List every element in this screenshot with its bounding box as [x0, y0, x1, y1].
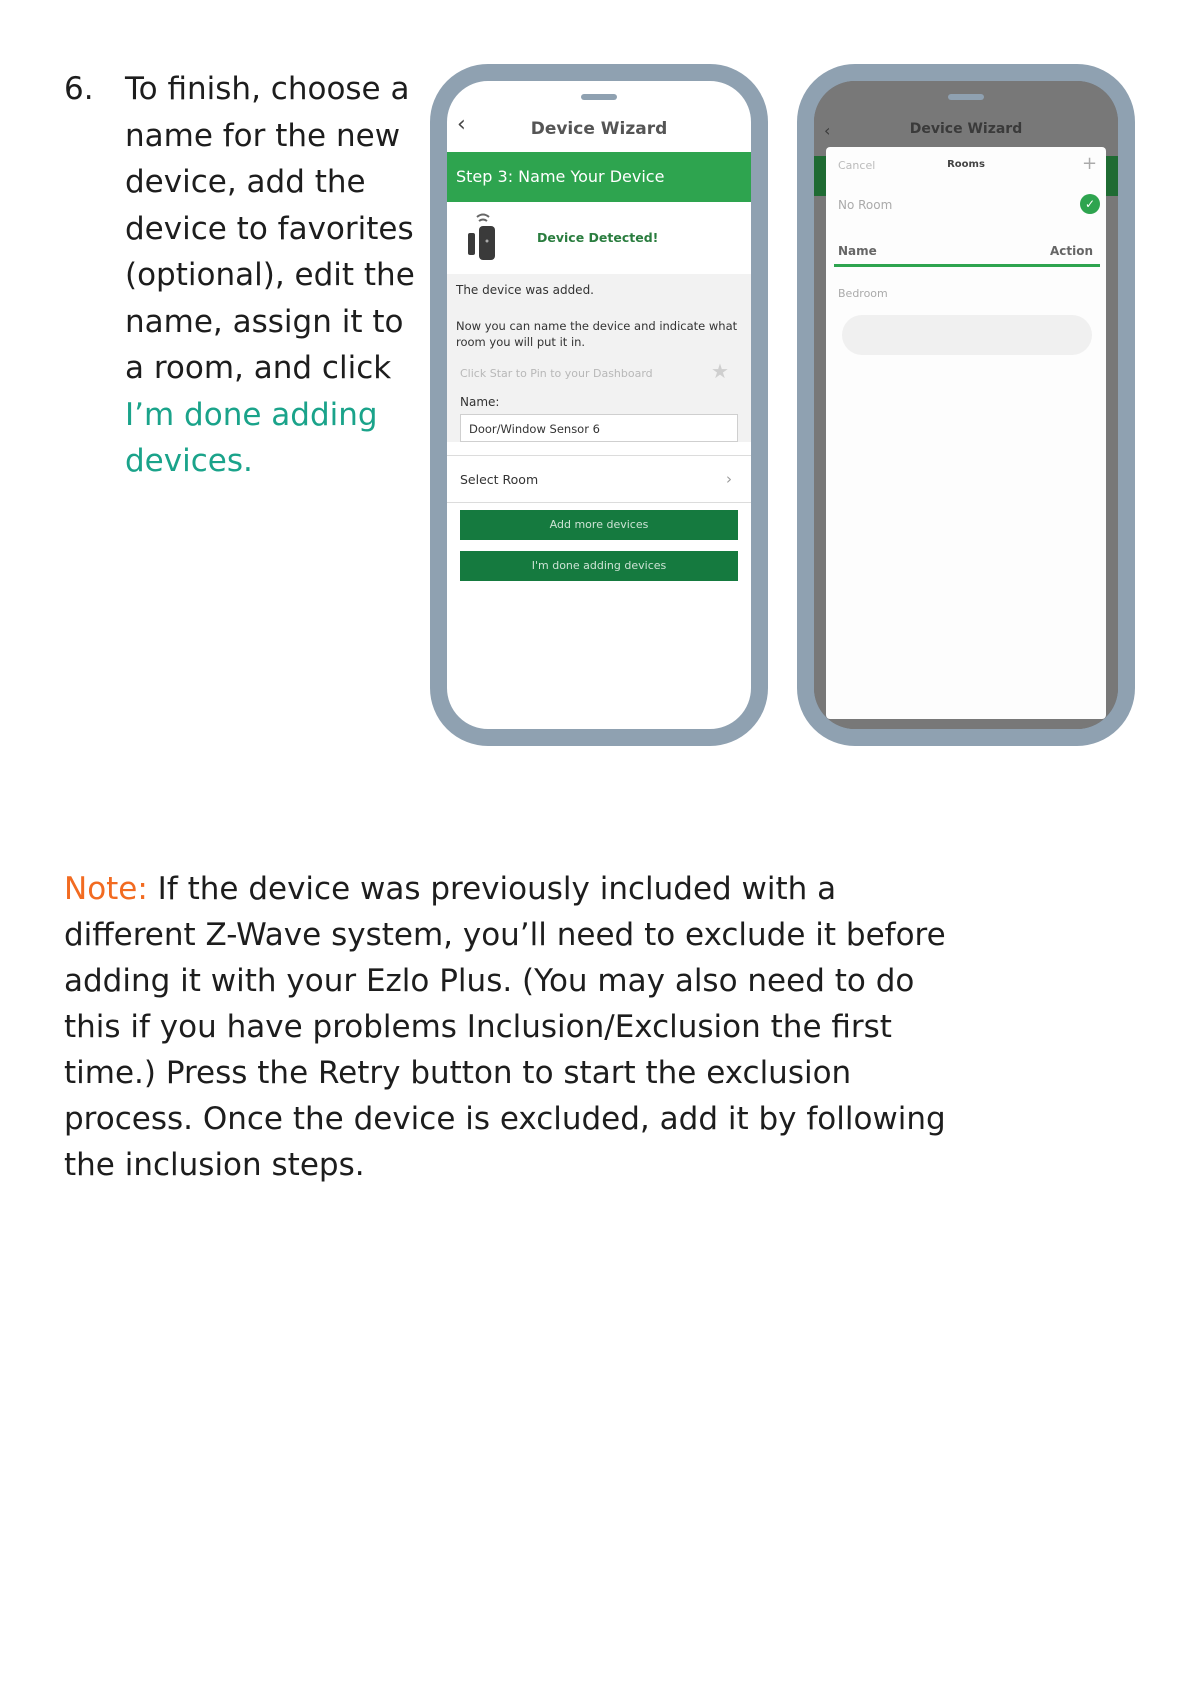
plus-icon[interactable]: + — [1082, 153, 1098, 174]
blurred-placeholder — [842, 315, 1092, 355]
app-header-title: Device Wizard — [530, 119, 668, 139]
rooms-title: Rooms — [947, 159, 985, 170]
no-room-option[interactable]: No Room — [838, 198, 893, 212]
step-text-block — [125, 66, 415, 485]
phone-screenshot-name-device — [430, 64, 768, 746]
step-text: To finish, choose a name for the new device, add the device to favorites (optional), edit the name, assign it to a room, and click — [125, 71, 415, 386]
app-header — [447, 101, 751, 139]
back-arrow-icon[interactable]: ‹ — [824, 121, 831, 140]
room-option[interactable]: Bedroom — [838, 287, 888, 300]
name-label: Name: — [460, 395, 500, 409]
note-paragraph — [64, 866, 964, 1188]
door-sensor-icon — [465, 211, 501, 263]
rooms-modal — [826, 147, 1106, 719]
divider — [447, 502, 751, 503]
chevron-right-icon: › — [726, 470, 732, 488]
device-name-input[interactable]: Door/Window Sensor 6 — [460, 414, 738, 442]
select-room-row[interactable] — [447, 456, 751, 502]
add-more-devices-button[interactable]: Add more devices — [460, 510, 738, 540]
action-column-header: Action — [1050, 244, 1094, 258]
select-room-label: Select Room — [460, 472, 539, 487]
step-highlight: I’m done adding devices. — [125, 396, 378, 479]
phone-notch — [948, 94, 984, 100]
done-adding-devices-button[interactable]: I'm done adding devices — [460, 551, 738, 581]
name-column-header: Name — [838, 244, 877, 258]
cancel-button[interactable]: Cancel — [838, 159, 876, 172]
step-number: 6. — [64, 71, 94, 107]
naming-instructions: Now you can name the device and indicate what room you will put it in. — [456, 319, 738, 349]
device-added-text: The device was added. — [456, 283, 594, 297]
check-icon: ✓ — [1080, 194, 1100, 214]
device-detected-text: Device Detected! — [537, 230, 659, 245]
favorite-hint: Click Star to Pin to your Dashboard — [460, 367, 653, 380]
header-underline — [834, 264, 1100, 267]
step-banner — [447, 152, 751, 202]
phone-notch — [581, 94, 617, 100]
app-header-title: Device Wizard — [909, 121, 1023, 137]
note-label: Note: — [64, 871, 148, 907]
phone-screenshot-rooms — [797, 64, 1135, 746]
step-banner-title: Step 3: Name Your Device — [456, 167, 665, 186]
note-text: If the device was previously included with a different Z-Wave system, you’ll need to exclude it before adding it with your Ezlo Plus. (You may also need to do this if you have problems Inclusion/Exclusion the first time.) Press the Retry button to start the exclusion process. Once the device is excluded, add it by following the inclusion steps. — [64, 871, 946, 1183]
star-icon[interactable]: ★ — [711, 359, 729, 383]
back-arrow-icon[interactable]: ‹ — [457, 112, 466, 137]
